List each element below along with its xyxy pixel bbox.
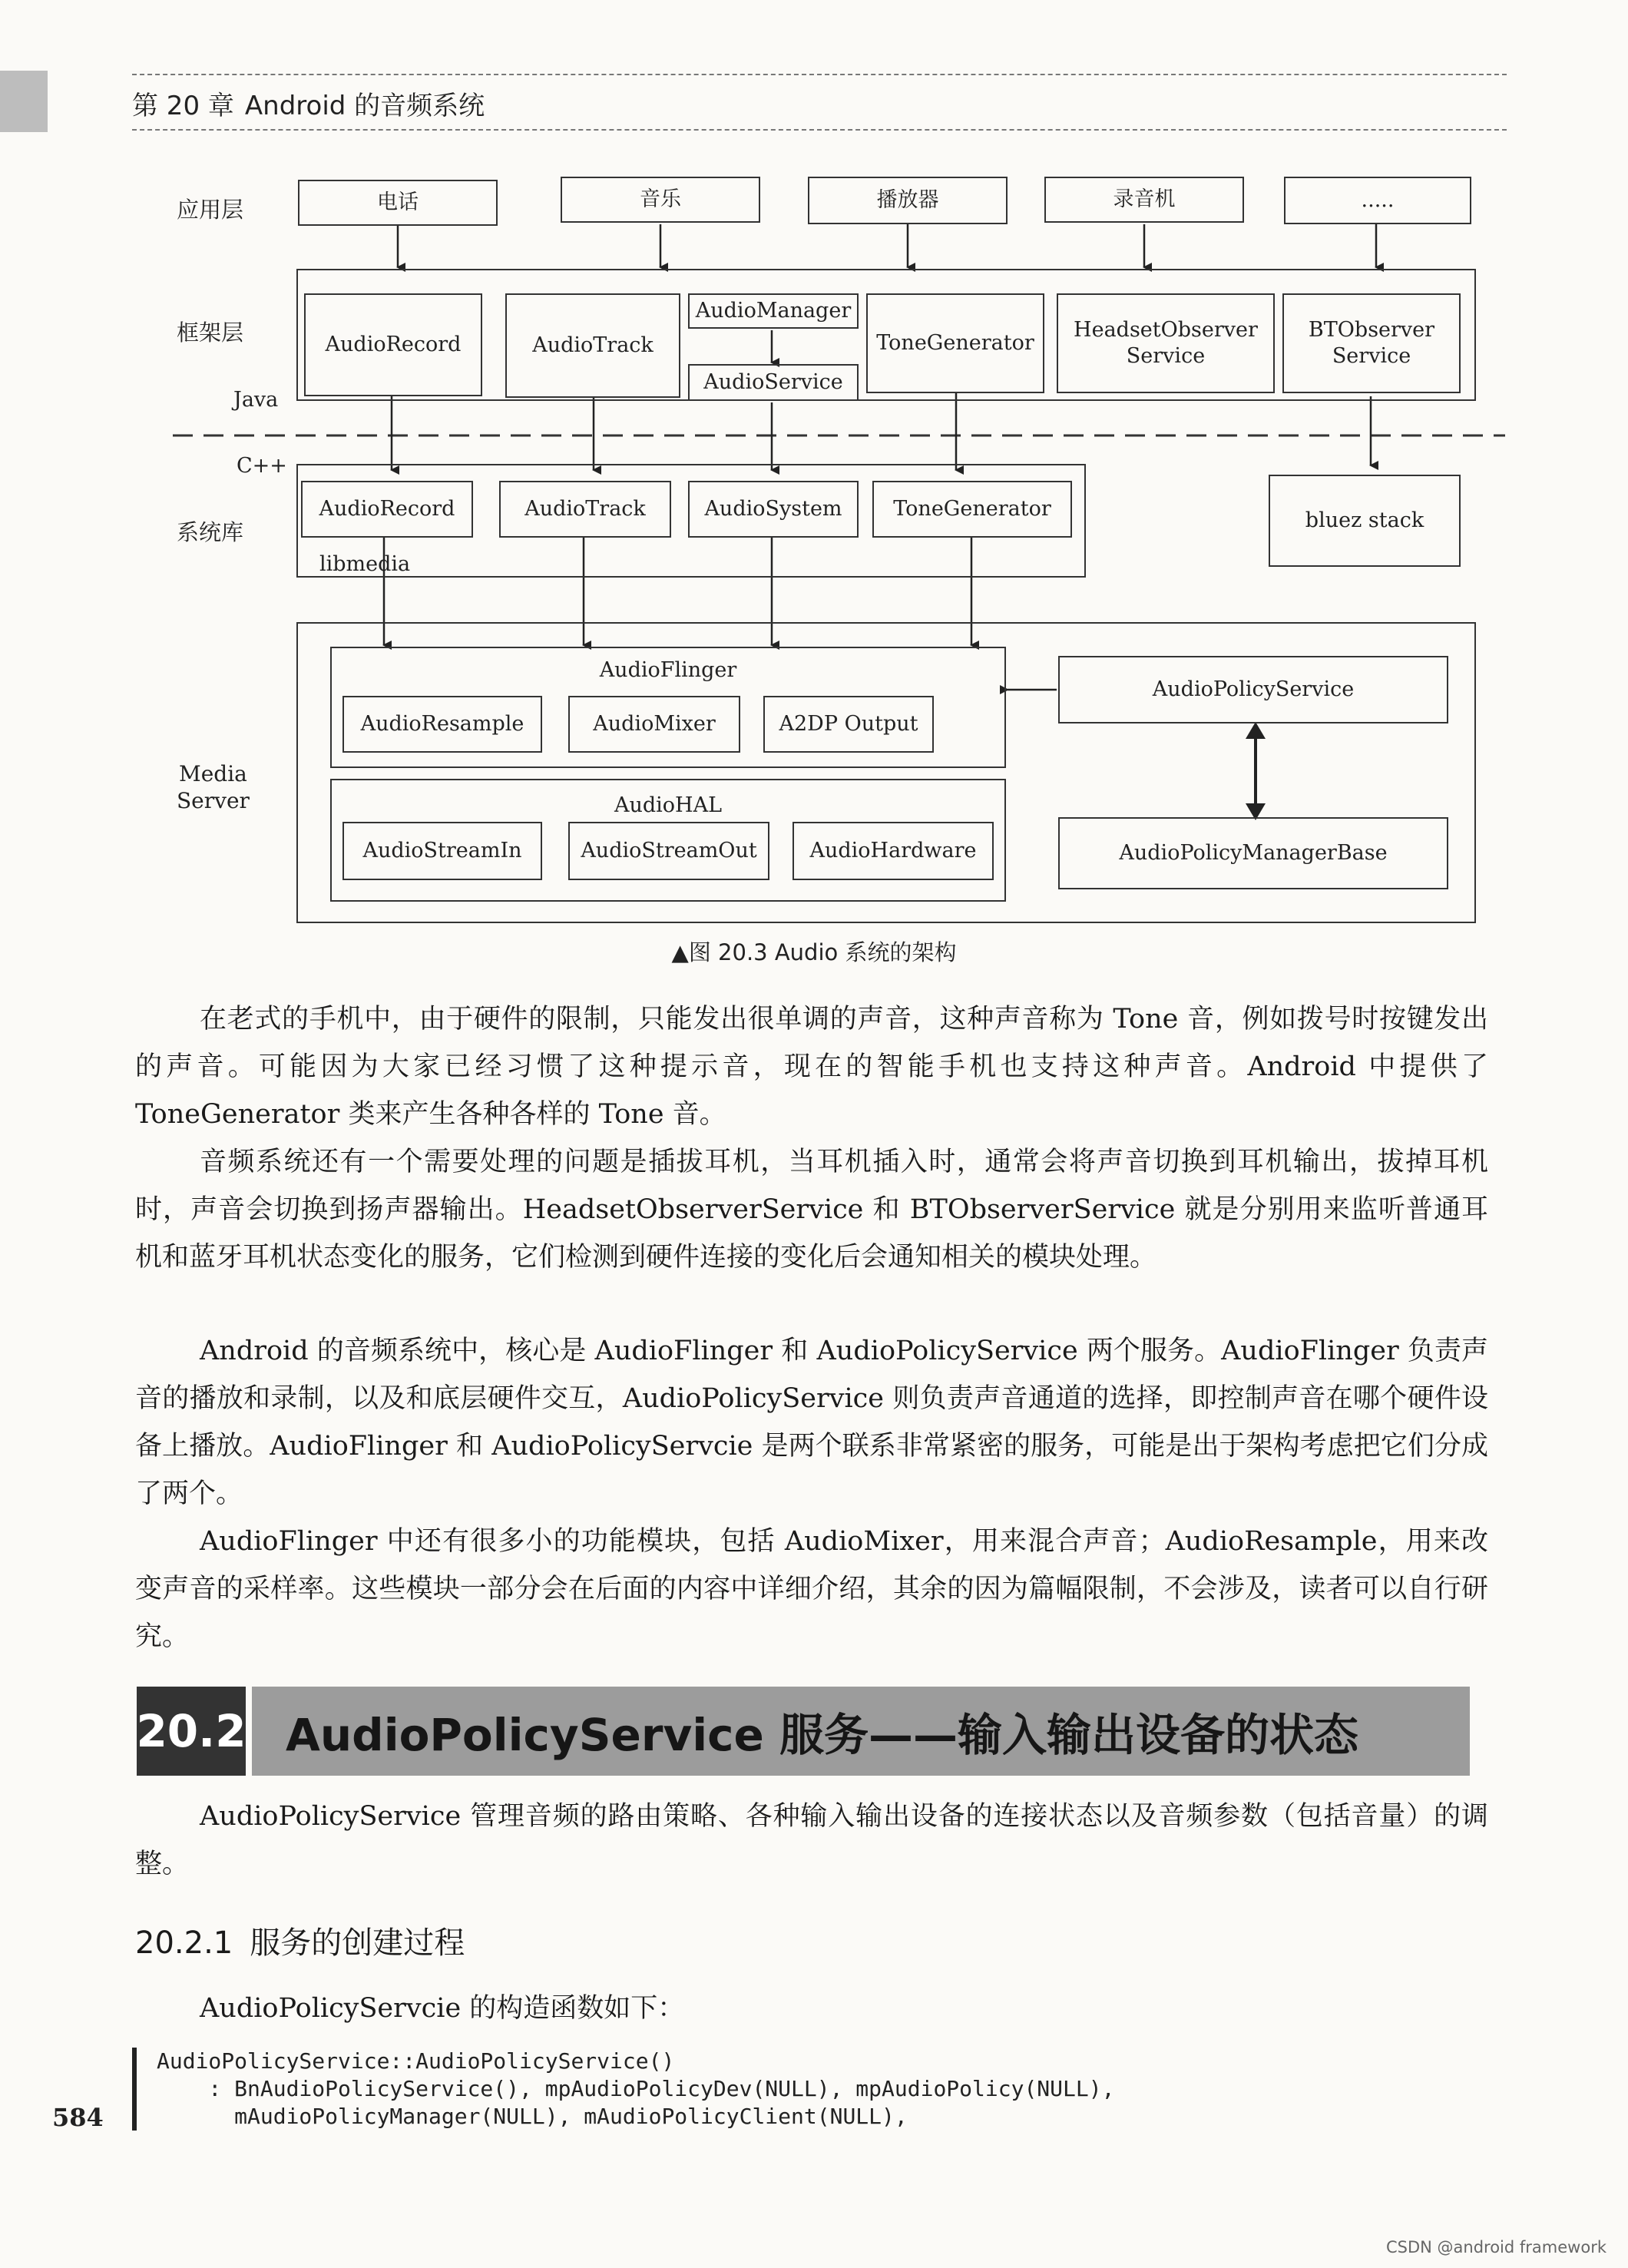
watermark: CSDN @android framework — [1385, 2238, 1606, 2256]
audio-policy-service-box: AudioPolicyService — [1058, 656, 1448, 723]
app-box-more: ..... — [1284, 177, 1471, 224]
layer-label-cpp: C++ — [237, 454, 287, 478]
audio-hardware-box: AudioHardware — [792, 822, 994, 880]
architecture-diagram — [0, 0, 1628, 975]
audio-hal-label: AudioHAL — [614, 793, 723, 817]
fw-audio-record: AudioRecord — [304, 293, 482, 396]
fw-bt-observer: BTObserver Service — [1282, 293, 1461, 393]
section-heading — [137, 1687, 1470, 1776]
lib-audio-system: AudioSystem — [688, 481, 859, 538]
fw-headset-observer: HeadsetObserver Service — [1057, 293, 1275, 393]
layer-label-java: Java — [233, 388, 279, 412]
layer-label-app: 应用层 — [177, 197, 244, 223]
paragraph-headset: 音频系统还有一个需要处理的问题是插拔耳机，当耳机插入时，通常会将声音切换到耳机输出，拔掉耳机时，声音会切换到扬声器输出。HeadsetObserverService 和 BTObserverService 就是分别用来监听普通耳机和蓝牙耳机状态变化的服务，它们检测到硬件连接的变化后会通知相关的模块处理。 — [135, 1147, 1488, 1273]
fw-audio-track: AudioTrack — [505, 293, 680, 398]
paragraph-modules: AudioFlinger 中还有很多小的功能模块，包括 AudioMixer，用来混合声音；AudioResample，用来改变声音的采样率。这些模块一部分会在后面的内容中详细介绍，其余的因为篇幅限制，不会涉及，读者可以自行研究。 — [135, 1526, 1488, 1652]
layer-label-media-server: Media Server — [177, 761, 250, 813]
lib-bluez-stack: bluez stack — [1269, 475, 1461, 567]
section-title: AudioPolicyService 服务——输入输出设备的状态 — [252, 1687, 1470, 1776]
libmedia-label: libmedia — [319, 552, 411, 576]
subsection-title: 服务的创建过程 — [250, 1925, 465, 1961]
app-box-recorder: 录音机 — [1044, 177, 1244, 223]
a2dp-output-box: A2DP Output — [763, 696, 934, 753]
chapter-number: 第 20 章 — [132, 91, 234, 121]
fw-audio-service: AudioService — [688, 364, 859, 401]
chapter-title: Android 的音频系统 — [244, 91, 485, 121]
lib-tone-generator: ToneGenerator — [872, 481, 1072, 538]
lib-audio-track: AudioTrack — [499, 481, 671, 538]
figure-caption: ▲图 20.3 Audio 系统的架构 — [671, 939, 957, 965]
paragraph-tone: 在老式的手机中，由于硬件的限制，只能发出很单调的声音，这种声音称为 Tone 音，例如拨号时按键发出的声音。可能因为大家已经习惯了这种提示音，现在的智能手机也支持这种声音。Android 中提供了 ToneGenerator 类来产生各种各样的 Tone 音。 — [135, 1004, 1488, 1130]
audio-mixer-box: AudioMixer — [568, 696, 740, 753]
audio-stream-out-box: AudioStreamOut — [568, 822, 769, 880]
app-box-player: 播放器 — [808, 177, 1008, 224]
app-box-music: 音乐 — [561, 177, 760, 223]
lib-audio-record: AudioRecord — [301, 481, 473, 538]
paragraph-policy-intro: AudioPolicyService 管理音频的路由策略、各种输入输出设备的连接状态以及音频参数（包括音量）的调整。 — [135, 1801, 1488, 1879]
audio-resample-box: AudioResample — [342, 696, 542, 753]
fw-tone-generator: ToneGenerator — [866, 293, 1044, 393]
paragraph-core-services: Android 的音频系统中，核心是 AudioFlinger 和 AudioPolicyService 两个服务。AudioFlinger 负责声音的播放和录制，以及和底层硬件交互，AudioPolicyService 则负责声音通道的选择，即控制声音在哪个硬件设备上播放。AudioFlinger 和 AudioPolicyServcie 是两个联系非常紧密的服务，可能是出于架构考虑把它们分成了两个。 — [135, 1336, 1488, 1509]
subsection-number: 20.2.1 — [135, 1925, 233, 1961]
app-box-phone: 电话 — [298, 180, 498, 226]
layer-label-framework: 框架层 — [177, 320, 244, 346]
audio-policy-manager-base-box: AudioPolicyManagerBase — [1058, 817, 1448, 889]
paragraph-constructor: AudioPolicyServcie 的构造函数如下： — [200, 1993, 685, 2024]
code-listing: AudioPolicyService::AudioPolicyService() : BnAudioPolicyService(), mpAudioPolicyDev(NULL), mpAudioPolicy(NULL), mAudioPolicyManager(NULL), mAudioPolicyClient(NULL), — [132, 2048, 1114, 2131]
page-number: 584 — [52, 2103, 104, 2132]
audio-flinger-label: AudioFlinger — [599, 658, 737, 682]
audio-stream-in-box: AudioStreamIn — [342, 822, 542, 880]
subsection-heading — [135, 1919, 465, 1962]
layer-label-syslib: 系统库 — [177, 519, 244, 545]
fw-audio-manager: AudioManager — [688, 293, 859, 329]
section-number: 20.2 — [137, 1687, 246, 1776]
